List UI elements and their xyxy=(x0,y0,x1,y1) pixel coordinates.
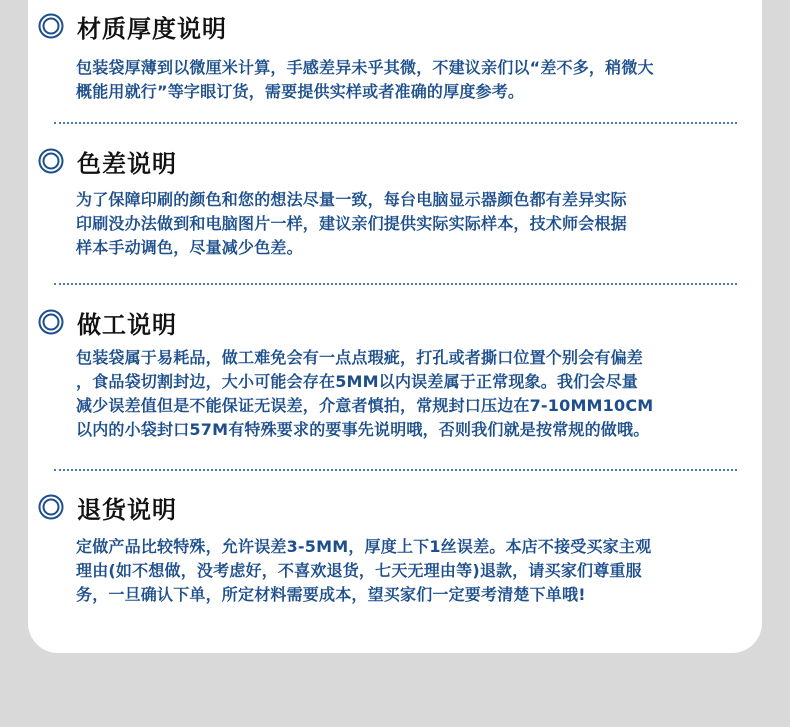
double-circle-icon xyxy=(38,13,64,39)
dotted-divider xyxy=(54,283,737,285)
body-line: 概能用就行”等字眼订货，需要提供实样或者准确的厚度参考。 xyxy=(76,82,525,101)
section-heading xyxy=(38,146,177,176)
body-line: 务，一旦确认下单，所定材料需要成本，望买家们一定要考清楚下单哦! xyxy=(76,585,586,604)
section-title: 材质厚度说明 xyxy=(77,14,227,43)
body-line: 样本手动调色，尽量减少色差。 xyxy=(76,238,303,257)
section-title: 退货说明 xyxy=(77,495,177,524)
section-body xyxy=(76,346,736,442)
section-body xyxy=(76,535,736,607)
dotted-divider xyxy=(54,469,737,471)
body-line: 理由(如不想做，没考虑好，不喜欢退货，七天无理由等)退款，请买家们尊重服 xyxy=(76,561,642,580)
section-title: 做工说明 xyxy=(77,310,177,339)
info-card xyxy=(28,0,762,653)
body-line: 以内的小袋封口57M有特殊要求的要事先说明哦，否则我们就是按常规的做哦。 xyxy=(76,420,650,439)
section-heading xyxy=(38,492,177,522)
section-body xyxy=(76,188,736,260)
section-body xyxy=(76,56,736,104)
section-heading xyxy=(38,307,177,337)
body-line: 包装袋厚薄到以微厘米计算，手感差异未乎其微，不建议亲们以“差不多，稍微大 xyxy=(76,58,654,77)
double-circle-icon xyxy=(38,494,64,520)
dotted-divider xyxy=(54,122,737,124)
body-line: 为了保障印刷的颜色和您的想法尽量一致，每台电脑显示器颜色都有差异实际 xyxy=(76,190,627,209)
body-line: 印刷没办法做到和电脑图片一样，建议亲们提供实际实际样本，技术师会根据 xyxy=(76,214,627,233)
double-circle-icon xyxy=(38,148,64,174)
section-title: 色差说明 xyxy=(77,149,177,178)
body-line: 包装袋属于易耗品，做工难免会有一点点瑕疵，打孔或者撕口位置个别会有偏差 xyxy=(76,348,644,367)
double-circle-icon xyxy=(38,309,64,335)
section-heading xyxy=(38,11,227,41)
body-line: 定做产品比较特殊，允许误差3-5MM，厚度上下1丝误差。本店不接受买家主观 xyxy=(76,537,652,556)
body-line: 减少误差值但是不能保证无误差，介意者慎拍，常规封口压边在7-10MM10CM xyxy=(76,396,654,415)
body-line: ，食品袋切割封边，大小可能会存在5MM以内误差属于正常现象。我们会尽量 xyxy=(76,372,638,391)
